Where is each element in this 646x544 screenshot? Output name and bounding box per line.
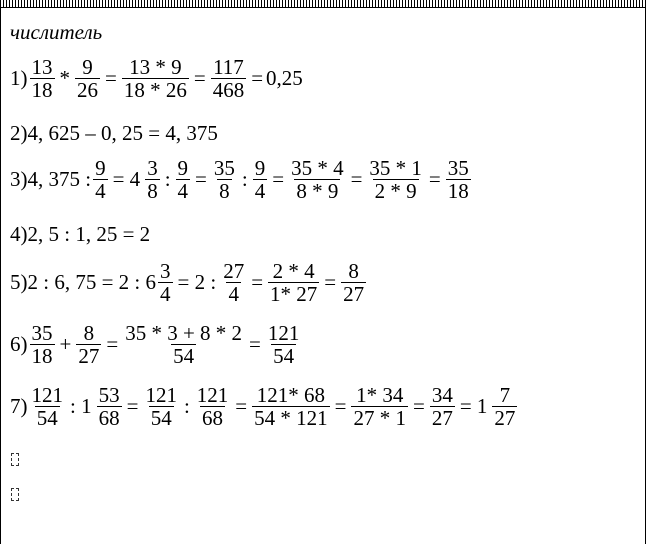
fraction: $\frac{35}{8}$	[213, 156, 235, 204]
step-6: 6) $\frac{35}{18}$ + $\frac{8}{27}$ = $\frac{35 * 3 + 8 * 2}{54}$ = $\frac{121}{54}$	[10, 321, 300, 369]
step-3: 3) 4, 375 : $\frac{9}{4}$ = 4 $\frac{3}{8}$ : $\frac{9}{4}$ = $\frac{35}{8}$ : $\frac{9}{4}$ = $\frac{35 * 4}{8 * 9}$ = $\frac{35 * 1}{2 * 9}$ = $\frac{35}{18}$	[10, 156, 469, 204]
fraction: $\frac{13 * 9}{18 * 26}$	[123, 55, 187, 103]
operator: =	[105, 66, 117, 91]
fraction: $\frac{9}{26}$	[77, 55, 98, 103]
fraction: $\frac{35}{18}$	[31, 321, 53, 369]
fraction: $\frac{117}{468}$	[212, 55, 245, 103]
fraction: $\frac{121}{54}$	[31, 383, 63, 431]
fraction: $\frac{2 * 4}{1* 27}$	[270, 259, 318, 307]
heading: числитель	[10, 20, 103, 44]
operator: =	[251, 66, 264, 91]
left-border	[0, 0, 1, 544]
fraction: $\frac{8}{27}$	[78, 321, 100, 369]
fraction: $\frac{13}{18}$	[31, 55, 53, 103]
step-5: 5) 2 : 6, 75 = 2 : 6 $\frac{3}{4}$ = 2 : $\frac{27}{4}$ = $\frac{2 * 4}{1* 27}$ = $\frac{8}{27}$	[10, 259, 365, 307]
fraction: $\frac{1* 34}{27 * 1}$	[353, 383, 406, 431]
empty-placeholder-box[interactable]	[11, 453, 19, 466]
fraction: $\frac{8}{27}$	[343, 259, 365, 307]
fraction: $\frac{35 * 1}{2 * 9}$	[369, 156, 422, 204]
fraction: $\frac{53}{68}$	[98, 383, 120, 431]
fraction: $\frac{35 * 4}{8 * 9}$	[291, 156, 344, 204]
fraction: $\frac{3}{8}$	[147, 156, 158, 204]
step-number: 1)	[10, 66, 28, 91]
top-ruler	[0, 0, 646, 8]
fraction: $\frac{121* 68}{54 * 121}$	[254, 383, 328, 431]
fraction: $\frac{121}{54}$	[267, 321, 300, 369]
step-7: 7) $\frac{121}{54}$ : 1 $\frac{53}{68}$ = $\frac{121}{54}$ : $\frac{121}{68}$ = $\frac{121* 68}{54 * 121}$ = $\frac{1* 34}{27 * 1}$ = $\frac{34}{27}$ = 1 $\frac{7}{27}$	[10, 383, 516, 431]
fraction: $\frac{3}{4}$	[160, 259, 171, 307]
operator: =	[193, 66, 206, 91]
step-2: 2)4, 625 – 0, 25 = 4, 375	[10, 121, 218, 145]
fraction: $\frac{34}{27}$	[431, 383, 453, 431]
operator: *	[59, 66, 70, 91]
fraction: $\frac{9}{4}$	[254, 156, 266, 204]
fraction: $\frac{35}{18}$	[447, 156, 469, 204]
fraction: $\frac{35 * 3 + 8 * 2}{54}$	[125, 321, 243, 369]
step-1	[10, 56, 303, 101]
step-4: 4)2, 5 : 1, 25 = 2	[10, 222, 151, 246]
fraction: $\frac{121}{68}$	[196, 383, 229, 431]
fraction: $\frac{9}{4}$	[95, 156, 106, 204]
fraction: $\frac{121}{54}$	[145, 383, 177, 431]
fraction: $\frac{7}{27}$	[494, 383, 516, 431]
empty-placeholder-box[interactable]	[11, 488, 19, 501]
fraction: $\frac{27}{4}$	[223, 259, 245, 307]
fraction: $\frac{9}{4}$	[177, 156, 189, 204]
result: 0,25	[266, 66, 303, 91]
